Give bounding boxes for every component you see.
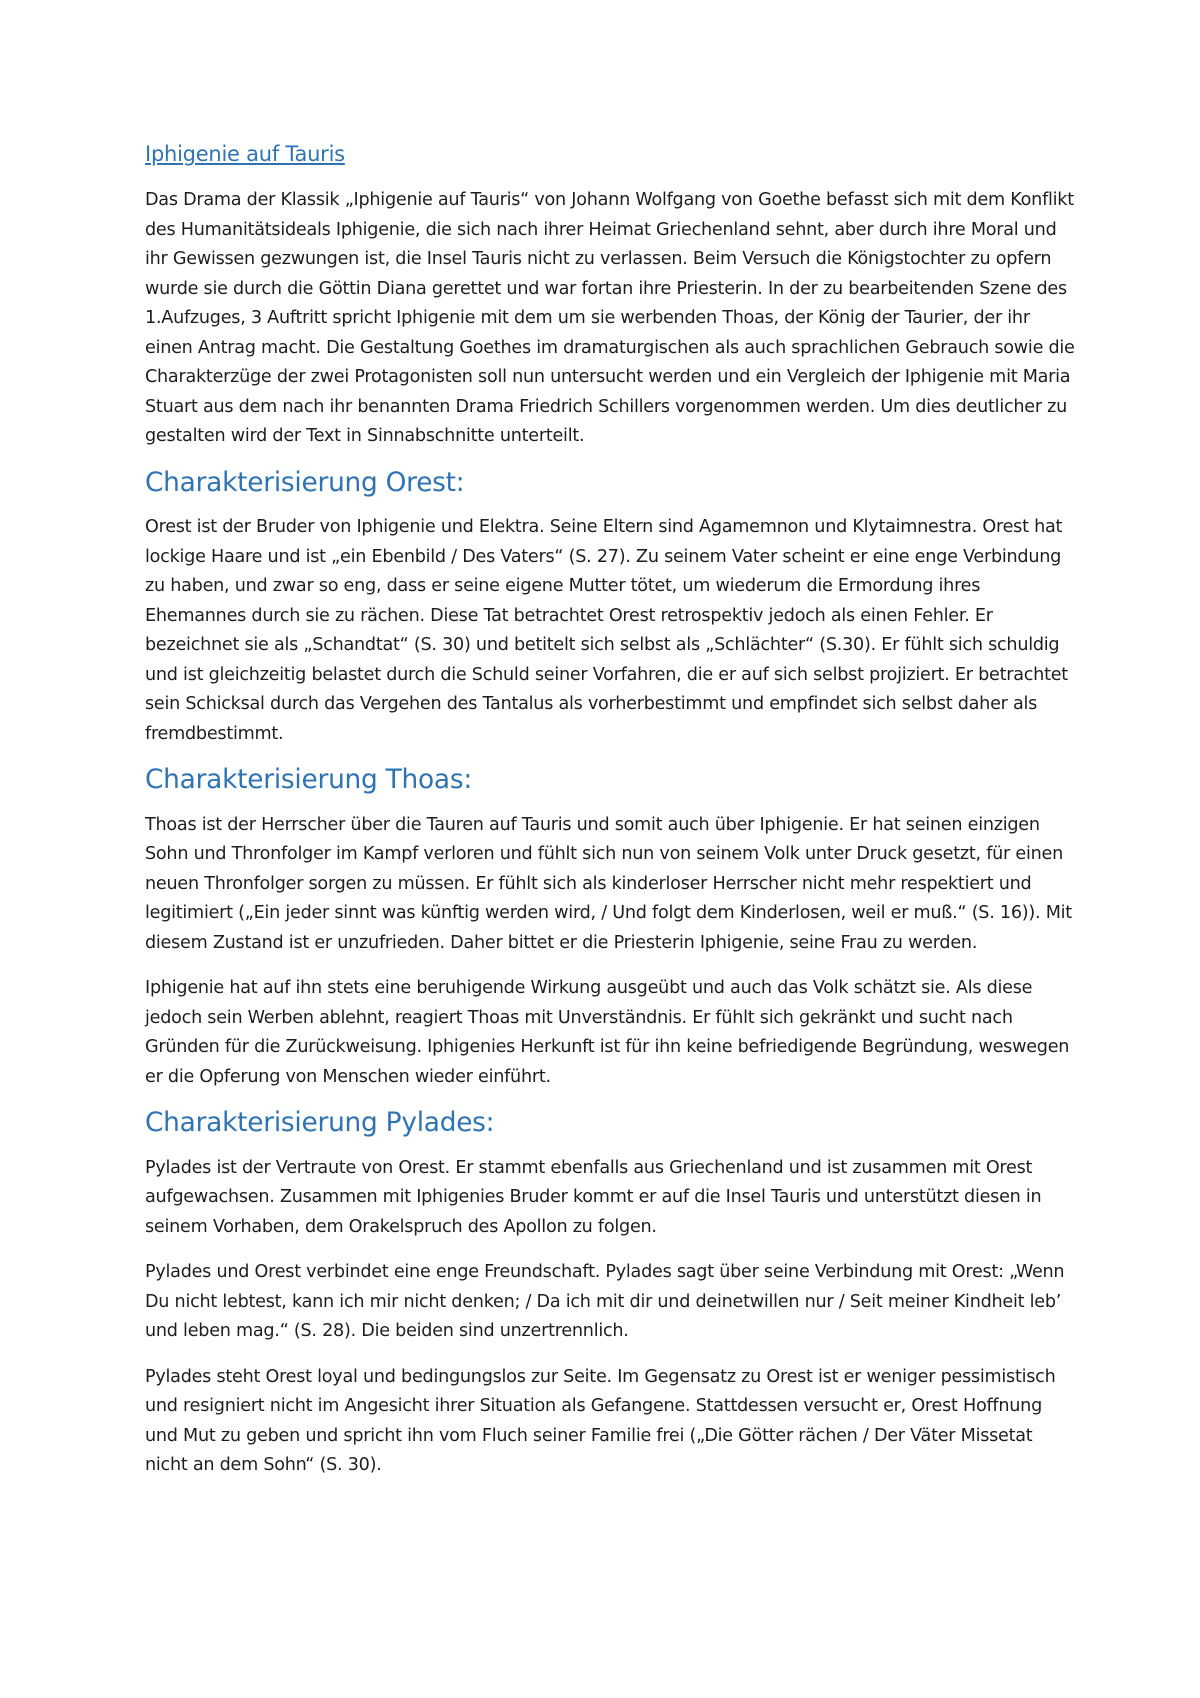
section-heading-orest: Charakterisierung Orest:	[145, 466, 465, 498]
pylades-paragraph-3: Pylades steht Orest loyal und bedingungslos zur Seite. Im Gegensatz zu Orest ist er weniger pessimistisch und resigniert nicht im Angesicht ihrer Situation als Gefangene. Stattdessen versucht er, Orest Hoffnung und Mut zu geben und spricht ihn vom Fluch seiner Familie frei („Die Götter rächen / Der Väter Missetat nicht an dem Sohn“ (S. 30).	[145, 1366, 1056, 1475]
orest-paragraph-1: Orest ist der Bruder von Iphigenie und Elektra. Seine Eltern sind Agamemnon und Klytaimnestra. Orest hat lockige Haare und ist „ein Ebenbild / Des Vaters“ (S. 27). Zu seinem Vater scheint er eine enge Verbindung zu haben, und zwar so eng, dass er seine eigene Mutter tötet, um wiederum die Ermordung ihres Ehemannes durch sie zu rächen. Diese Tat betrachtet Orest retrospektiv jedoch als einen Fehler. Er bezeichnet sie als „Schandtat“ (S. 30) und betitelt sich selbst als „Schlächter“ (S.30). Er fühlt sich schuldig und ist gleichzeitig belastet durch die Schuld seiner Vorfahren, die er auf sich selbst projiziert. Er betrachtet sein Schicksal durch das Vergehen des Tantalus als vorherbestimmt und empfindet sich selbst daher als fremdbestimmt.	[145, 517, 1068, 744]
pylades-paragraph-1: Pylades ist der Vertraute von Orest. Er stammt ebenfalls aus Griechenland und ist zusammen mit Orest aufgewachsen. Zusammen mit Iphigenies Bruder kommt er auf die Insel Tauris und unterstützt diesen in seinem Vorhaben, dem Orakelspruch des Apollon zu folgen.	[145, 1157, 1042, 1237]
thoas-paragraph-1: Thoas ist der Herrscher über die Tauren auf Tauris und somit auch über Iphigenie. Er hat seinen einzigen Sohn und Thronfolger im Kampf verloren und fühlt sich nun von seinem Volk unter Druck gesetzt, für einen neuen Thronfolger sorgen zu müssen. Er fühlt sich als kinderloser Herrscher nicht mehr respektiert und legitimiert („Ein jeder sinnt was künftig werden wird, / Und folgt dem Kinderlosen, weil er muß.“ (S. 16)). Mit diesem Zustand ist er unzufrieden. Daher bittet er die Priesterin Iphigenie, seine Frau zu werden.	[145, 814, 1072, 953]
intro-paragraph: Das Drama der Klassik „Iphigenie auf Tauris“ von Johann Wolfgang von Goethe befasst sich mit dem Konflikt des Humanitätsideals Iphigenie, die sich nach ihrer Heimat Griechenland sehnt, aber durch ihre Moral und ihr Gewissen gezwungen ist, die Insel Tauris nicht zu verlassen. Beim Versuch die Königstochter zu opfern wurde sie durch die Göttin Diana gerettet und war fortan ihre Priesterin. In der zu bearbeitenden Szene des 1.Aufzuges, 3 Auftritt spricht Iphigenie mit dem um sie werbenden Thoas, der König der Taurier, der ihr einen Antrag macht. Die Gestaltung Goethes im dramaturgischen als auch sprachlichen Gebrauch sowie die Charakterzüge der zwei Protagonisten soll nun untersucht werden und ein Vergleich der Iphigenie mit Maria Stuart aus dem nach ihr benannten Drama Friedrich Schillers vorgenommen werden. Um dies deutlicher zu gestalten wird der Text in Sinnabschnitte unterteilt.	[145, 190, 1075, 446]
section-heading-pylades: Charakterisierung Pylades:	[145, 1107, 495, 1138]
document-page	[145, 140, 1075, 1497]
thoas-paragraph-2: Iphigenie hat auf ihn stets eine beruhigende Wirkung ausgeübt und auch das Volk schätzt sie. Als diese jedoch sein Werben ablehnt, reagiert Thoas mit Unverständnis. Er fühlt sich gekränkt und sucht nach Gründen für die Zurückweisung. Iphigenies Herkunft ist für ihn keine befriedigende Begründung, weswegen er die Opferung von Menschen wieder einführt.	[145, 978, 1070, 1087]
document-title: Iphigenie auf Tauris	[145, 142, 345, 166]
section-heading-thoas: Charakterisierung Thoas:	[145, 764, 472, 795]
pylades-paragraph-2: Pylades und Orest verbindet eine enge Freundschaft. Pylades sagt über seine Verbindung mit Orest: „Wenn Du nicht lebtest, kann ich mir nicht denken; / Da ich mit dir und deinetwillen nur / Seit meiner Kindheit leb’ und leben mag.“ (S. 28). Die beiden sind unzertrennlich.	[145, 1262, 1065, 1341]
